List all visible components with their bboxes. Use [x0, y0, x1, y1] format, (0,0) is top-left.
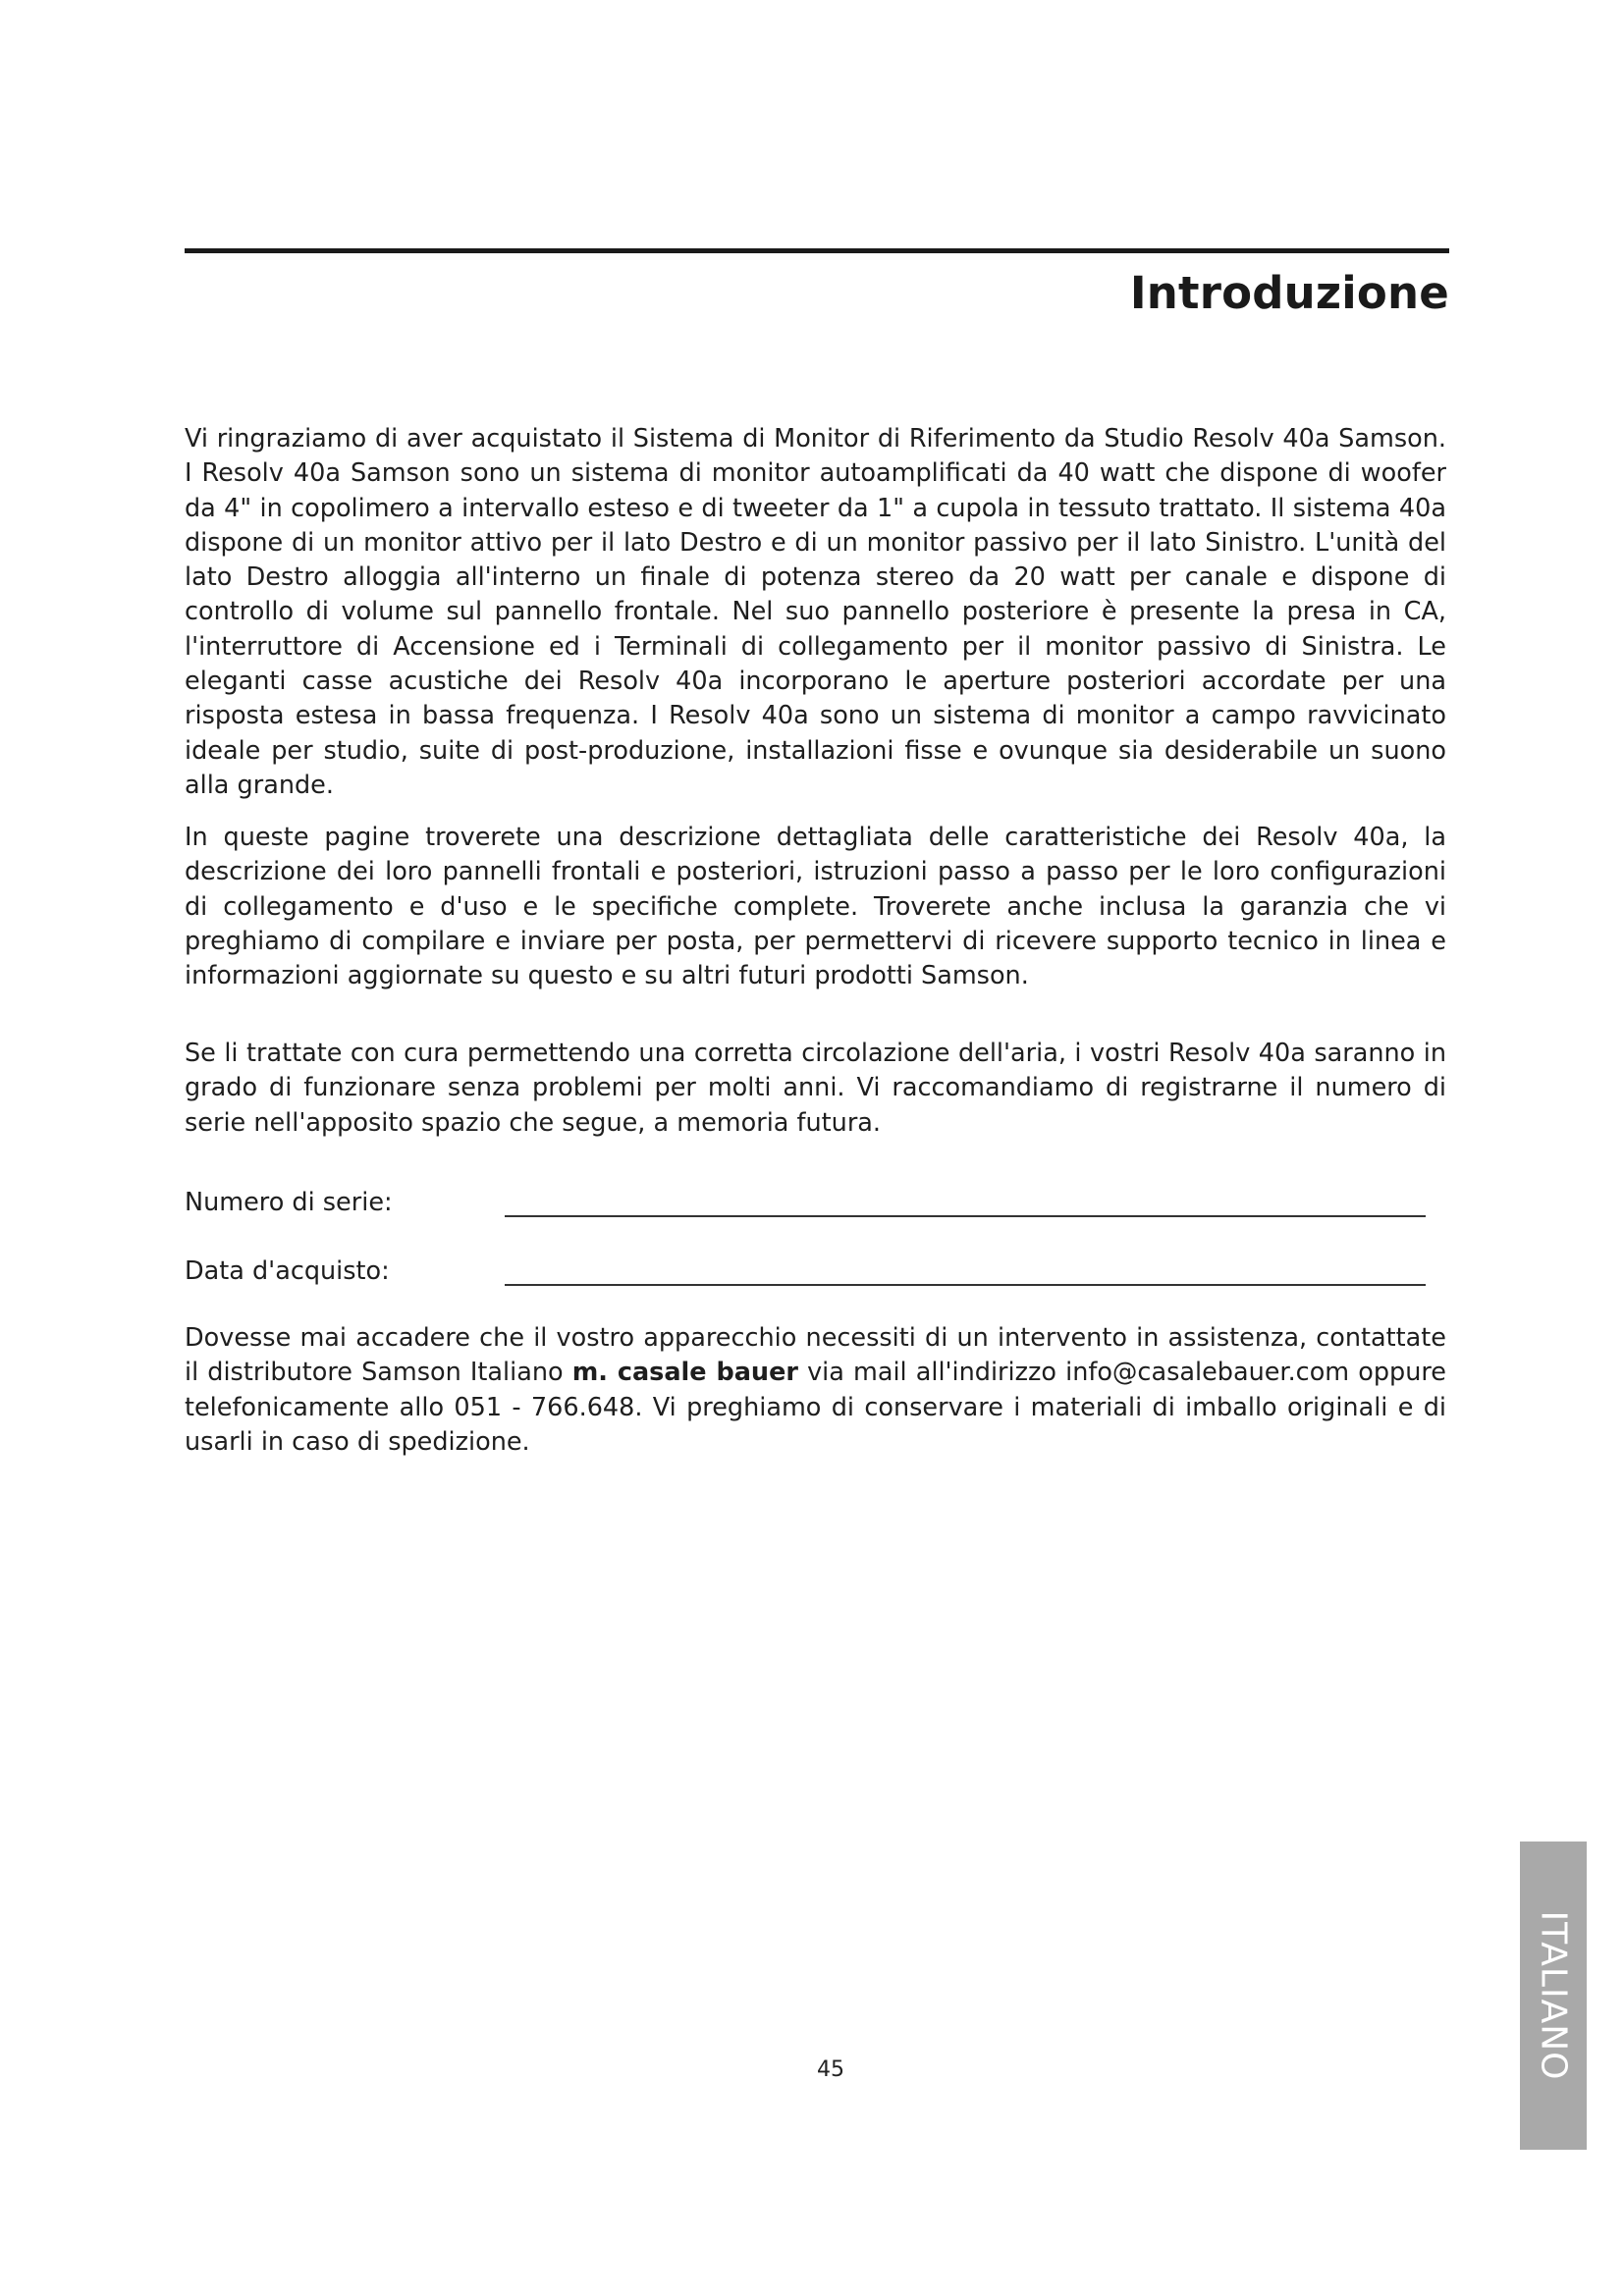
header-rule — [185, 248, 1449, 253]
intro-paragraph: Vi ringraziamo di aver acquistato il Sistema di Monitor di Riferimento da Studio Resolv 40a Samson. I Resolv 40a Samson sono un sistema di monitor autoamplificati da 40 watt che dispone di woofer da 4" in copolimero a intervallo esteso e di tweeter da 1" a cupola in tessuto trattato. Il sistema 40a dispone di un monitor attivo per il lato Destro e di un monitor passivo per il lato Sinistro. L'unità del lato Destro alloggia all'interno un finale di potenza stereo da 20 watt per canale e dispone di controllo di volume sul pannello frontale. Nel suo pannello posteriore è presente la presa in CA, l'interruttore di Accensione ed i Terminali di collegamento per il monitor passivo di Sinistra. Le eleganti casse acustiche dei Resolv 40a incorporano le aperture posteriori accordate per una risposta estesa in bassa frequenza. I Resolv 40a sono un sistema di monitor a campo ravvicinato ideale per studio, suite di post-produzione, installazioni fisse e ovunque sia desiderabile un suono alla grande. — [185, 424, 1446, 800]
language-tab — [1520, 1842, 1587, 2150]
serial-number-label: Numero di serie: — [185, 1188, 393, 1217]
language-tab-label: ITALIANO — [1533, 1910, 1574, 2081]
page-title: Introduzione — [1129, 267, 1449, 319]
purchase-date-blank-line — [505, 1284, 1426, 1286]
service-text-before: Dovesse mai accadere che il vostro apparecchio necessiti di un intervento in assistenza, contattate il distributore Samson Italiano — [185, 1323, 1446, 1388]
page-number: 45 — [817, 2057, 844, 2082]
contents-paragraph: In queste pagine troverete una descrizione dettagliata delle caratteristiche dei Resolv 40a, la descrizione dei loro pannelli frontali e posteriori, istruzioni passo a passo per le loro configurazioni di collegamento e d'uso e le specifiche complete. Troverete anche inclusa la garanzia che vi preghiamo di compilare e inviare per posta, per permettervi di ricevere supporto tecnico in linea e informazioni aggiornate su questo e su altri futuri prodotti Samson. — [185, 823, 1446, 991]
service-paragraph — [185, 1321, 1446, 1460]
purchase-date-label: Data d'acquisto: — [185, 1256, 390, 1286]
service-text-after: via mail all'indirizzo info@casalebauer.com oppure telefonicamente allo 051 - 766.648. Vi preghiamo di conservare i materiali di imballo originali e di usarli in caso di spedizione. — [185, 1358, 1446, 1457]
serial-number-row — [185, 1186, 1427, 1225]
distributor-name: m. casale bauer — [571, 1358, 798, 1388]
care-paragraph: Se li trattate con cura permettendo una corretta circolazione dell'aria, i vostri Resolv 40a saranno in grado di funzionare senza problemi per molti anni. Vi raccomandiamo di registrarne il numero di serie nell'apposito spazio che segue, a memoria futura. — [185, 1039, 1446, 1138]
purchase-date-row — [185, 1255, 1427, 1294]
serial-number-blank-line — [505, 1215, 1426, 1217]
